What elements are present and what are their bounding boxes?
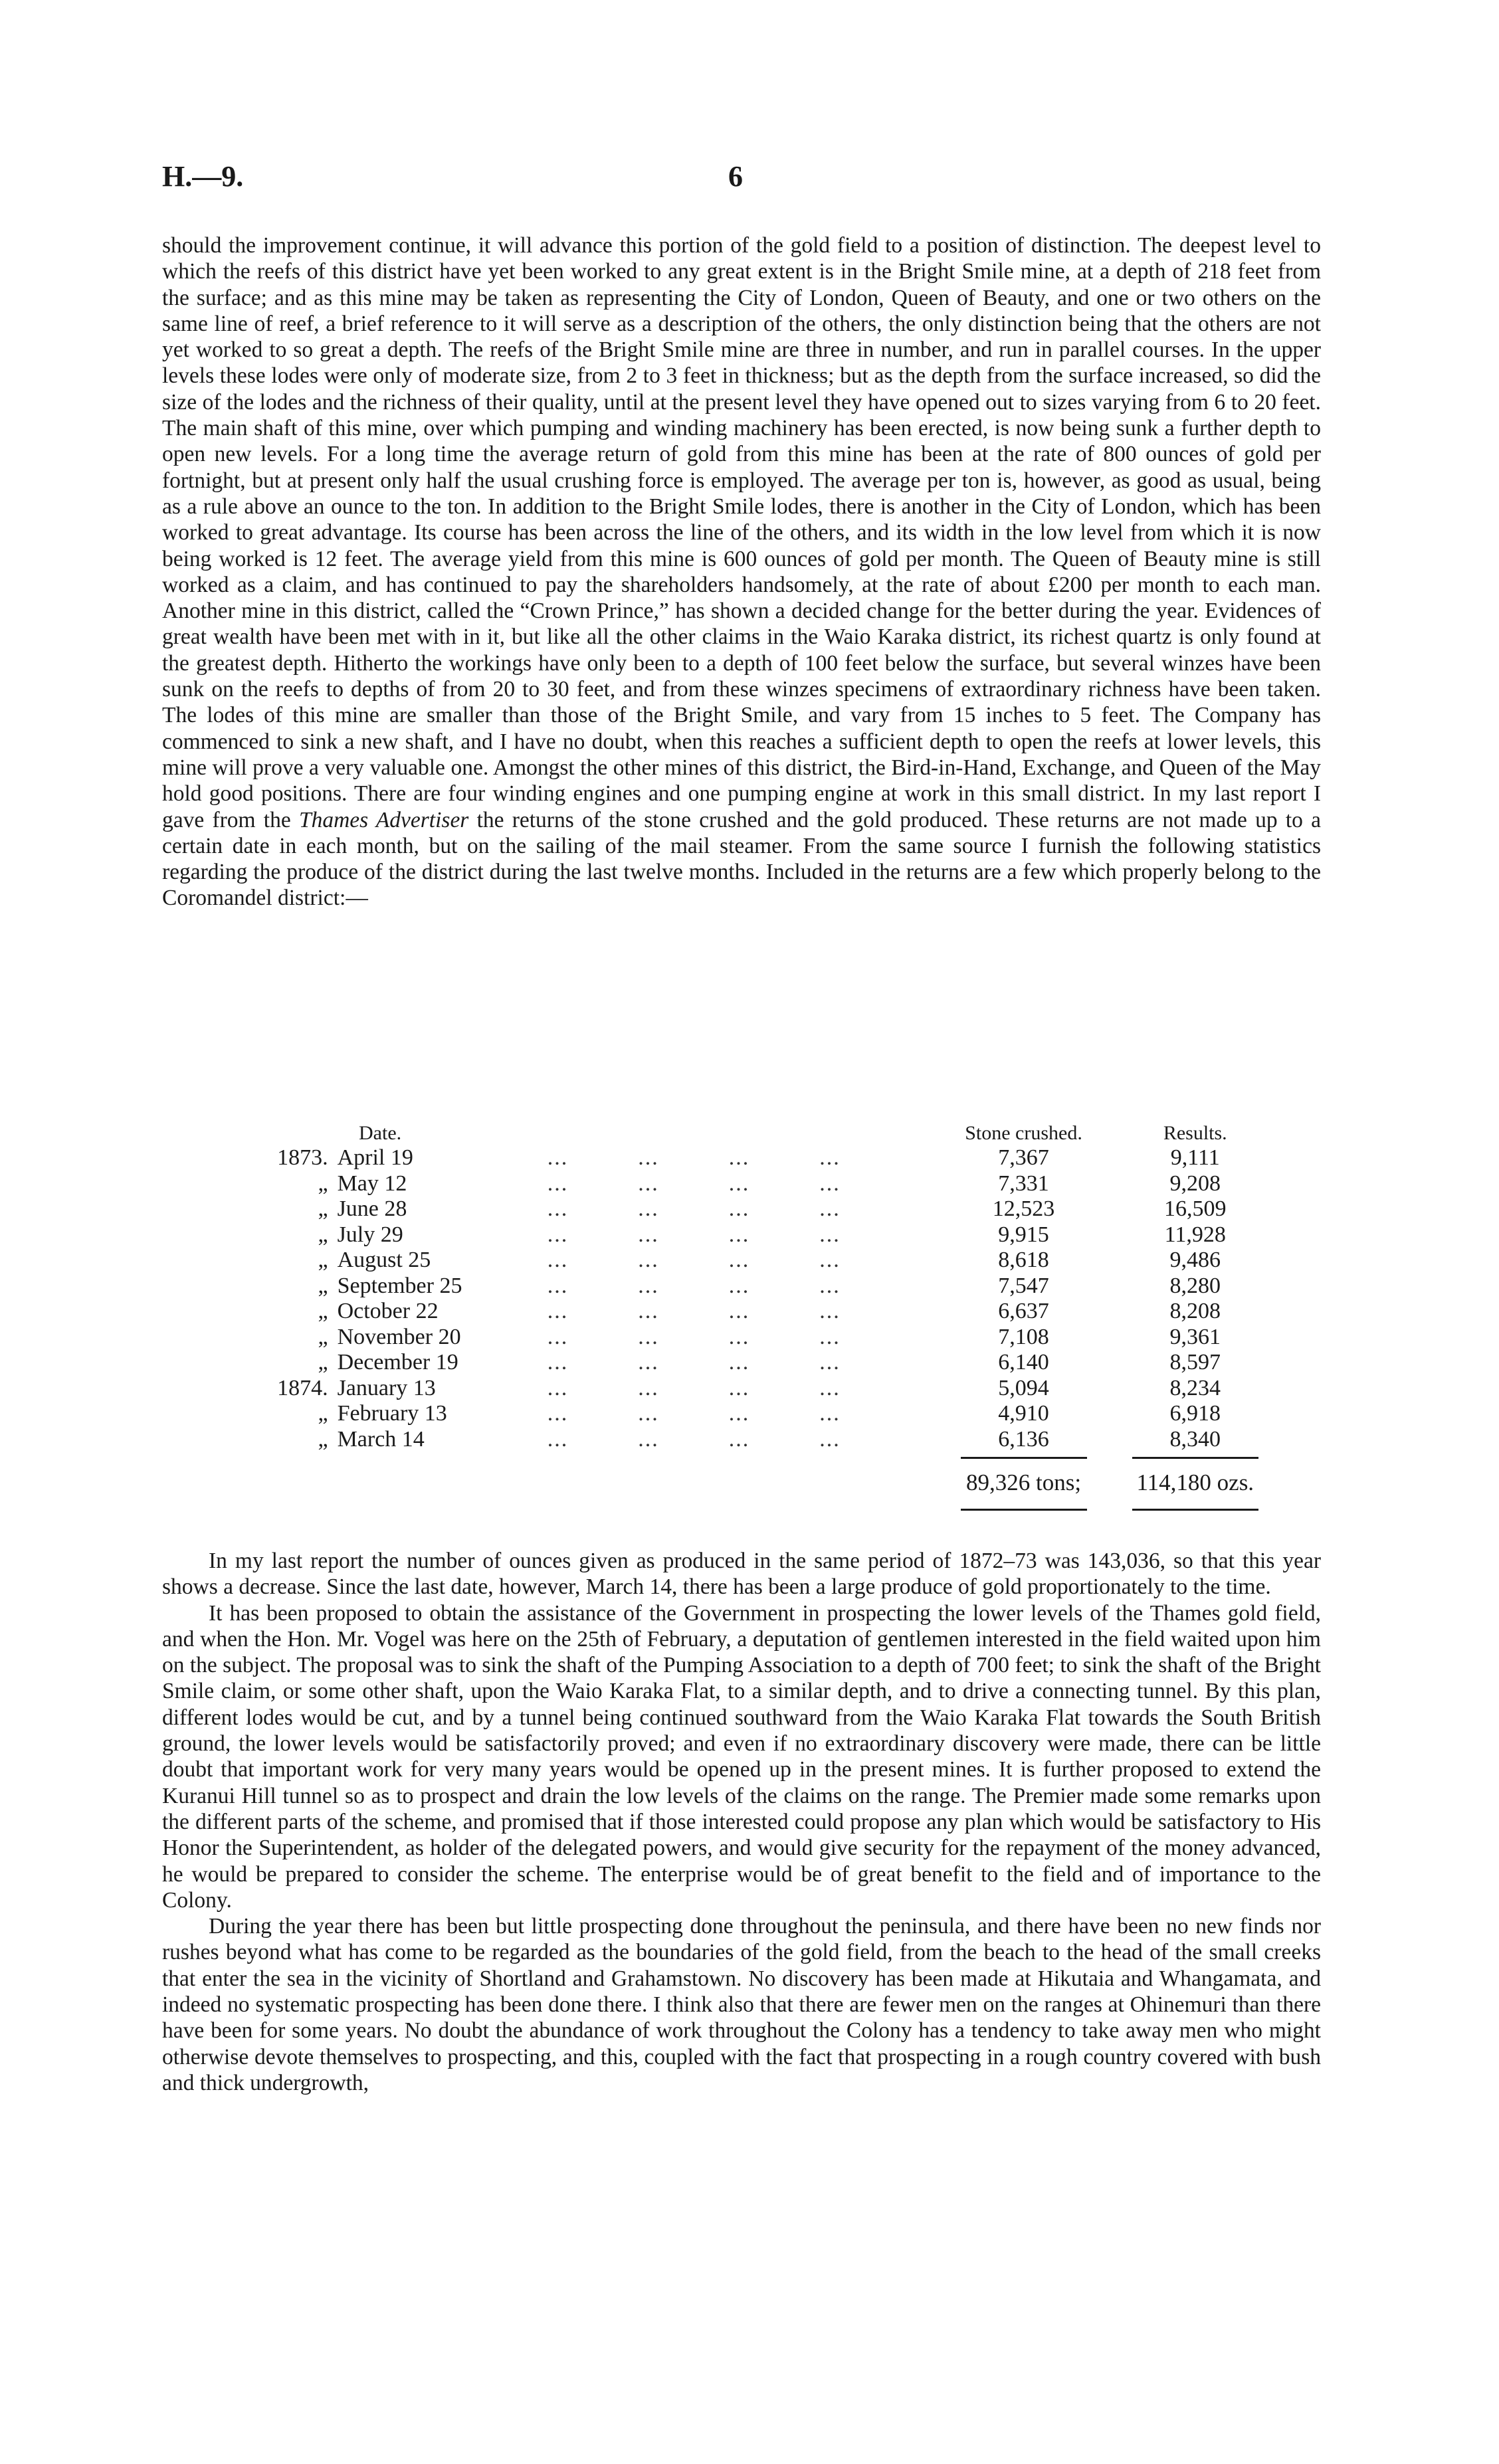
paragraph-government-assistance: It has been proposed to obtain the assistance of the Government in prospecting the lower levels of the Thames gold field, and when the Hon. Mr. Vogel was here on the 25th of February, a deputation of gentlemen interested in the field waited upon him on the subject. The proposal was to sink the shaft of the Pumping Association to a depth of 700 feet; to sink the shaft of the Bright Smile claim, or some other shaft, upon the Waio Karaka Flat, to a similar depth, and to drive a connecting tunnel. By this plan, different lodes would be cut, and by a tunnel being continued southward from the Waio Karaka Flat towards the South British ground, the lower levels would be satisfactorily proved; and even if no extraordinary discovery were made, there can be little doubt that important work for very many years would be opened up in the present mines. It is further proposed to extend the Kuranui Hill tunnel so as to prospect and drain the low levels of the claims on the range. The Premier made some remarks upon the different parts of the scheme, and promised that if those interested could propose any plan which would be satisfactory to His Honor the Superintendent, as holder of the delegated powers, and would give security for the repayment of the money advanced, he would be prepared to consider the scheme. The enterprise would be of great benefit to the field and of importance to the Colony. bbox=[162, 1600, 1321, 1913]
paragraph-prospecting: During the year there has been but little prospecting done throughout the peninsula, and there have been no new finds nor rushes beyond what has come to be regarded as the boundaries of the gold field, from the beach to the head of the small creeks that enter the sea in the vicinity of Shortland and Grahamstown. No discovery has been made at Hikutaia and Whangamata, and indeed no systematic prospecting has been done there. I think also that there are fewer men on the ranges at Ohinemuri than there have been for some years. No doubt the abundance of work throughout the Colony has a tendency to take away men who might otherwise devote themselves to prospecting, and this, coupled with the fact that prospecting in a rough country covered with bush and thick undergrowth, bbox=[162, 1914, 1321, 2095]
table-row bbox=[239, 1299, 1276, 1325]
paragraphs-after-table bbox=[162, 1548, 1321, 2096]
table-row bbox=[239, 1401, 1276, 1427]
row-year: „ bbox=[318, 1350, 328, 1374]
row-results: 9,208 bbox=[1169, 1171, 1221, 1196]
paragraph-mines-report bbox=[162, 233, 1321, 911]
leader-dots: ... ... ... ... bbox=[547, 1145, 841, 1170]
row-date: July 29 bbox=[337, 1222, 403, 1247]
row-results: 8,280 bbox=[1169, 1273, 1221, 1298]
table-row bbox=[239, 1196, 1276, 1222]
stone-column-header: Stone crushed. bbox=[965, 1122, 1082, 1144]
row-stone-crushed: 7,547 bbox=[998, 1273, 1049, 1298]
row-date: June 28 bbox=[337, 1196, 407, 1221]
date-column-header: Date. bbox=[359, 1122, 402, 1144]
table-row bbox=[239, 1145, 1276, 1171]
row-stone-crushed: 6,136 bbox=[998, 1426, 1049, 1452]
row-stone-crushed: 7,367 bbox=[998, 1145, 1049, 1170]
row-stone-crushed: 12,523 bbox=[992, 1196, 1055, 1221]
leader-dots: ... ... ... ... bbox=[547, 1401, 841, 1426]
leader-dots: ... ... ... ... bbox=[547, 1299, 841, 1323]
table-row bbox=[239, 1248, 1276, 1274]
document-reference: H.—9. bbox=[162, 160, 244, 193]
table-body bbox=[239, 1145, 1276, 1452]
row-year: „ bbox=[318, 1273, 328, 1298]
page-number: 6 bbox=[728, 160, 743, 193]
row-results: 11,928 bbox=[1164, 1222, 1226, 1247]
row-year: „ bbox=[318, 1196, 328, 1221]
table-row bbox=[239, 1171, 1276, 1197]
table-row bbox=[239, 1222, 1276, 1248]
row-results: 8,340 bbox=[1169, 1426, 1221, 1452]
row-results: 6,918 bbox=[1169, 1401, 1221, 1426]
row-date: December 19 bbox=[337, 1350, 458, 1374]
row-stone-crushed: 8,618 bbox=[998, 1248, 1049, 1272]
row-results: 9,486 bbox=[1169, 1248, 1221, 1272]
row-stone-crushed: 6,637 bbox=[998, 1299, 1049, 1323]
table-header-row bbox=[239, 1121, 1276, 1145]
row-date: August 25 bbox=[337, 1248, 431, 1272]
closing-rule-row bbox=[239, 1503, 1276, 1516]
row-stone-crushed: 5,094 bbox=[998, 1375, 1049, 1400]
row-year: 1873. bbox=[277, 1145, 328, 1170]
table-row bbox=[239, 1274, 1276, 1299]
leader-dots: ... ... ... ... bbox=[547, 1171, 841, 1196]
paragraph-text: the returns of the stone crushed and the gold produced. These returns are not made up to a certain date in each month, but on the sailing of the mail steamer. From the same source I furnish the following statistics regarding the produce of the district during the last twelve months. Included in the returns are a few which properly belong to the Coromandel district:— bbox=[162, 807, 1321, 911]
table-row bbox=[239, 1427, 1276, 1453]
row-date: March 14 bbox=[337, 1426, 425, 1452]
row-stone-crushed: 7,108 bbox=[998, 1324, 1049, 1349]
row-stone-crushed: 4,910 bbox=[998, 1401, 1049, 1426]
row-results: 16,509 bbox=[1164, 1196, 1227, 1221]
row-results: 9,361 bbox=[1169, 1324, 1221, 1349]
newspaper-title: Thames Advertiser bbox=[298, 807, 469, 832]
row-year: „ bbox=[318, 1426, 328, 1452]
column-rule bbox=[961, 1509, 1087, 1511]
row-results: 9,111 bbox=[1170, 1145, 1220, 1170]
paragraph-decrease: In my last report the number of ounces given as produced in the same period of 1872–73 was 143,036, so that this year shows a decrease. Since the last date, however, March 14, there has been a large produce of gold proportionately to the time. bbox=[162, 1549, 1321, 1600]
row-date: January 13 bbox=[337, 1375, 436, 1400]
row-year: „ bbox=[318, 1248, 328, 1272]
row-stone-crushed: 7,331 bbox=[998, 1171, 1049, 1196]
table-row bbox=[239, 1350, 1276, 1376]
leader-dots: ... ... ... ... bbox=[547, 1273, 841, 1298]
row-year: 1874. bbox=[277, 1375, 328, 1400]
leader-dots: ... ... ... ... bbox=[547, 1196, 841, 1221]
row-results: 8,234 bbox=[1169, 1375, 1221, 1400]
leader-dots: ... ... ... ... bbox=[547, 1222, 841, 1247]
table-row bbox=[239, 1376, 1276, 1402]
row-date: October 22 bbox=[337, 1299, 439, 1323]
row-date: May 12 bbox=[337, 1171, 407, 1196]
column-rule bbox=[1132, 1509, 1258, 1511]
row-date: February 13 bbox=[337, 1401, 447, 1426]
stone-crushed-returns-table bbox=[239, 1121, 1276, 1516]
row-year: „ bbox=[318, 1299, 328, 1323]
row-year: „ bbox=[318, 1401, 328, 1426]
leader-dots: ... ... ... ... bbox=[547, 1350, 841, 1374]
row-results: 8,597 bbox=[1169, 1350, 1221, 1374]
table-row bbox=[239, 1325, 1276, 1351]
column-rule bbox=[1132, 1457, 1258, 1459]
row-stone-crushed: 9,915 bbox=[998, 1222, 1049, 1247]
leader-dots: ... ... ... ... bbox=[547, 1426, 841, 1452]
row-stone-crushed: 6,140 bbox=[998, 1350, 1049, 1374]
row-year: „ bbox=[318, 1171, 328, 1196]
total-row bbox=[239, 1463, 1276, 1503]
total-rule-row bbox=[239, 1452, 1276, 1463]
leader-dots: ... ... ... ... bbox=[547, 1324, 841, 1349]
row-date: April 19 bbox=[337, 1145, 413, 1170]
row-date: November 20 bbox=[337, 1324, 461, 1349]
leader-dots: ... ... ... ... bbox=[547, 1248, 841, 1272]
row-year: „ bbox=[318, 1324, 328, 1349]
total-stone-crushed: 89,326 tons; bbox=[965, 1469, 1082, 1495]
total-results: 114,180 ozs. bbox=[1136, 1469, 1254, 1495]
row-year: „ bbox=[318, 1222, 328, 1247]
column-rule bbox=[961, 1457, 1087, 1459]
paragraph-text: should the improvement continue, it will advance this portion of the gold field to a position of distinction. The deepest level to which the reefs of this district have yet been worked to any great extent is in the Bright Smile mine, at a depth of 218 feet from the surface; and as this mine may be taken as representing the City of London, Queen of Beauty, and one or two others on the same line of reef, a brief reference to it will serve as a description of the others, the only distinction being that the others are not yet worked to so great a depth. The reefs of the Bright Smile mine are three in number, and run in parallel courses. In the upper levels these lodes were only of moderate size, from 2 to 3 feet in thickness; but as the depth from the surface increased, so did the size of the lodes and the richness of their quality, until at the present level they have opened out to sizes varying from 6 to 20 feet. The main shaft of this mine, over which pumping and winding machinery has been erected, is now being sunk a further depth to open new levels. For a long time the average return of gold from this mine has been at the rate of 800 ounces of gold per fortnight, but at present only half the usual crushing force is employed. The average per ton is, however, as good as usual, being as a rule above an ounce to the ton. In addition to the Bright Smile lodes, there is another in the City of London, which has been worked to great advantage. Its course has been across the line of the others, and its width in the low level from which it is now being worked is 12 feet. The average yield from this mine is 600 ounces of gold per month. The Queen of Beauty mine is still worked as a claim, and has continued to pay the shareholders handsomely, at the rate of about £200 per month to each man. Another mine in this district, called the “Crown Prince,” has shown a decided change for the better during the year. Evidences of great wealth have been met with in it, but like all the other claims in the Waio Karaka district, its richest quartz is only found at the greatest depth. Hitherto the workings have only been to a depth of 100 feet below the surface, but several winzes have been sunk on the reefs to depths of from 20 to 30 feet, and from these winzes specimens of extraordinary richness have been taken. The lodes of this mine are smaller than those of the Bright Smile, and vary from 15 inches to 5 feet. The Company has commenced to sink a new shaft, and I have no doubt, when this reaches a sufficient depth to open the reefs at lower levels, this mine will prove a very valuable one. Amongst the other mines of this district, the Bird-in-Hand, Exchange, and Queen of the May hold good positions. There are four winding engines and one pumping engine at work in this small district. In my last report I gave from the bbox=[162, 233, 1321, 832]
leader-dots: ... ... ... ... bbox=[547, 1375, 841, 1400]
row-date: September 25 bbox=[337, 1273, 462, 1298]
results-column-header: Results. bbox=[1163, 1122, 1227, 1144]
row-results: 8,208 bbox=[1169, 1299, 1221, 1323]
